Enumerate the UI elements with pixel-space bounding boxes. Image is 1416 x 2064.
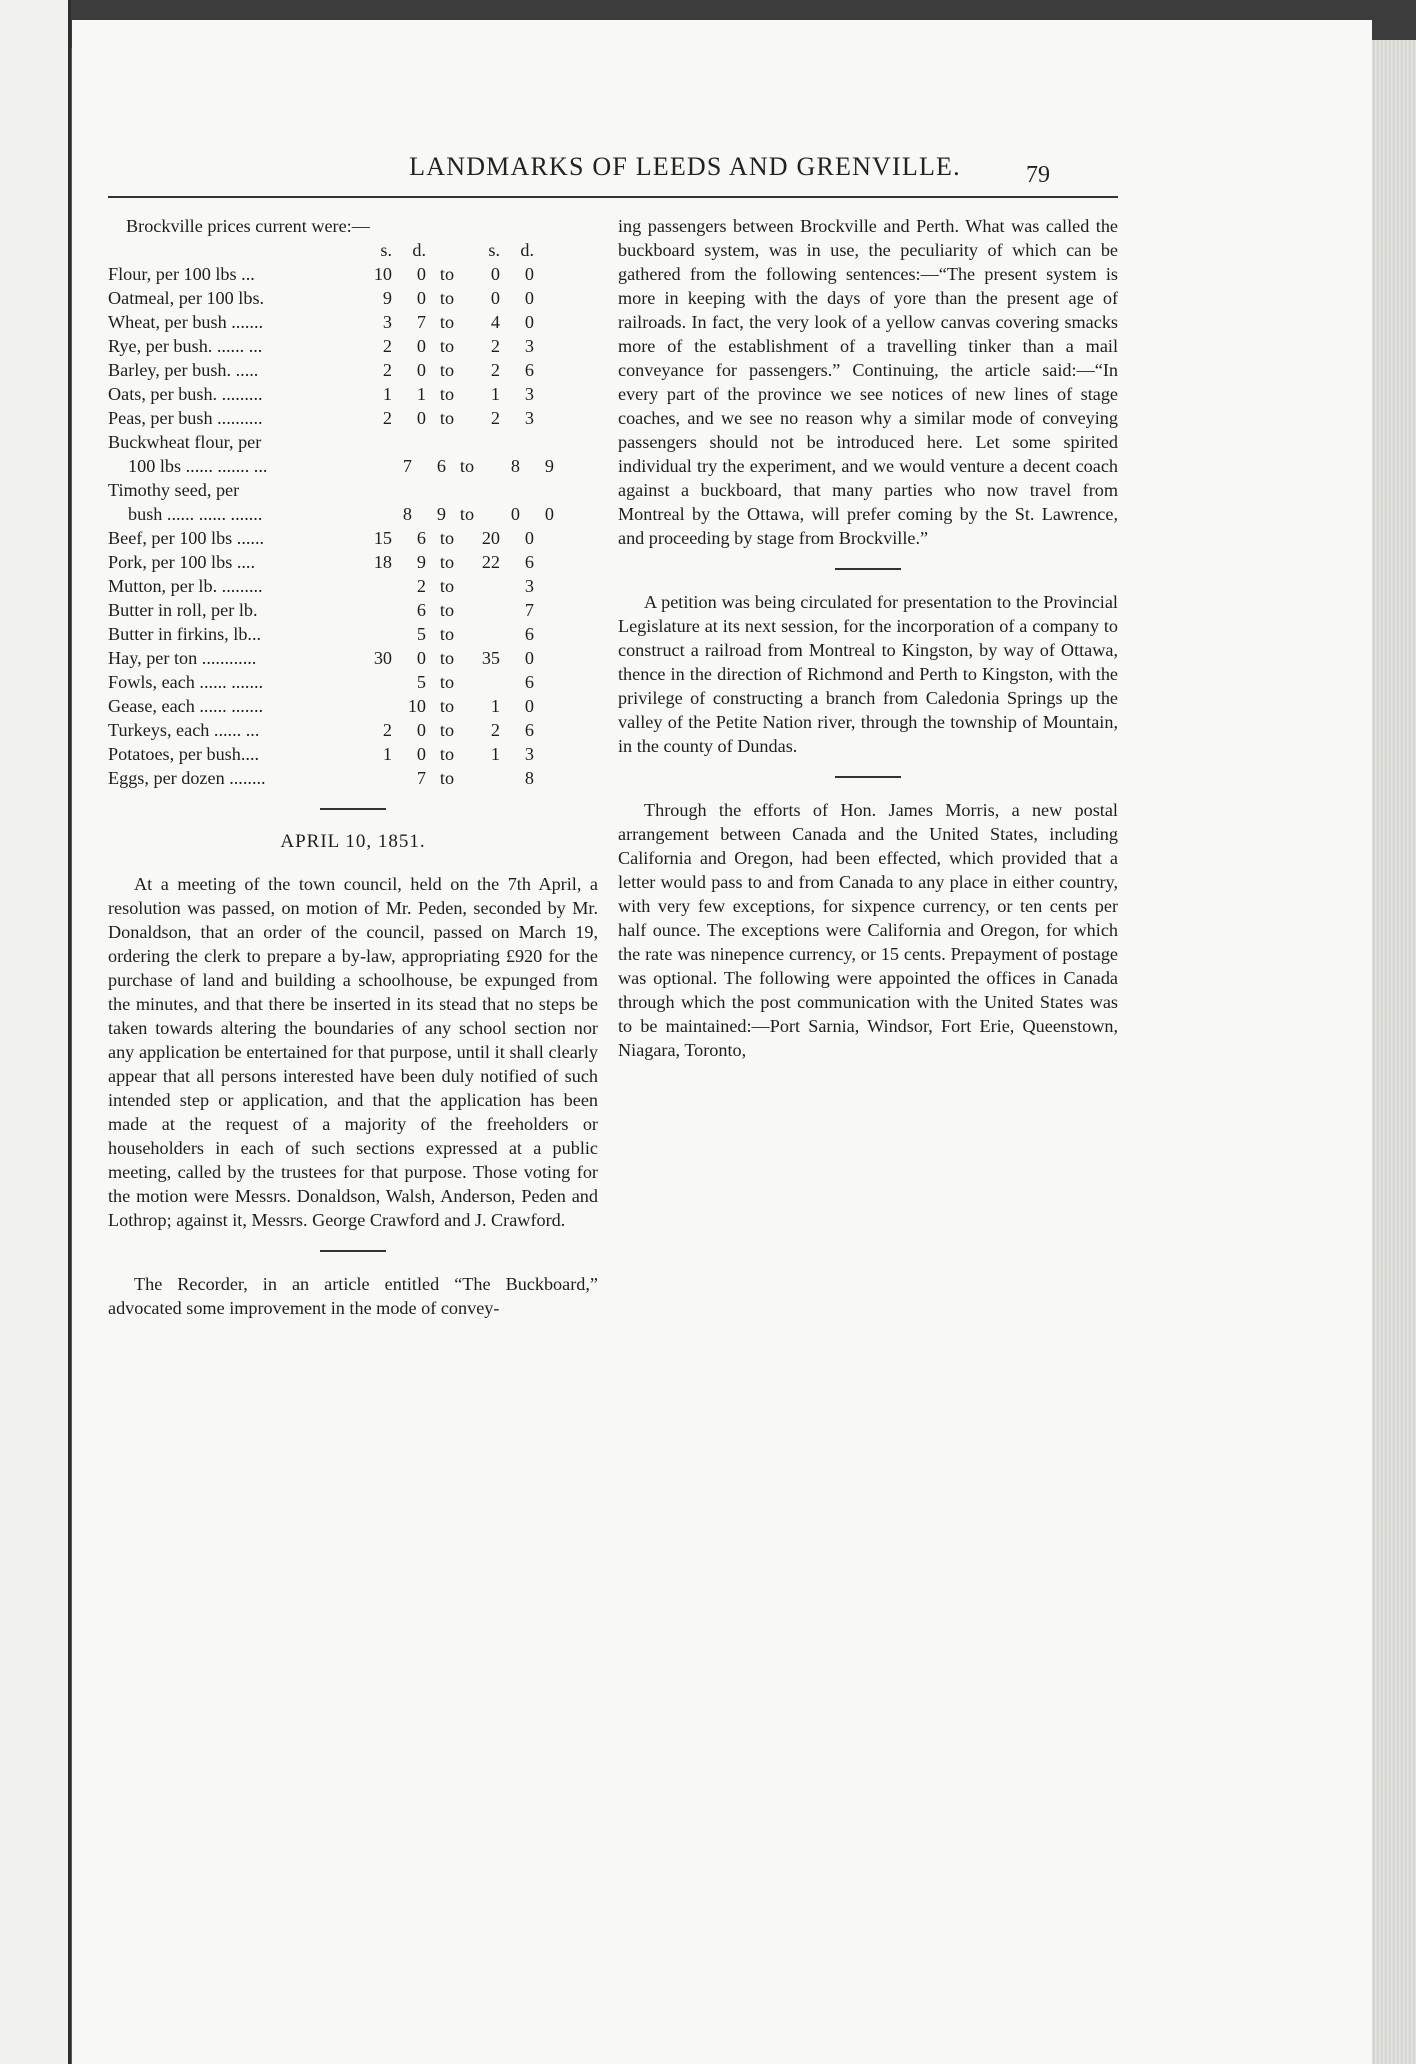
price-cell-s2 [468,622,500,646]
price-cell-item: Flour, per 100 lbs ... [108,264,255,284]
price-header-d1: d. [412,240,426,260]
dateline: APRIL 10, 1851. [280,831,426,852]
price-cell-to: to [439,312,455,332]
left-column [108,214,598,1320]
price-cell-s2: 0 [490,288,500,308]
price-cell-s1 [360,670,392,694]
price-cell-d2: 9 [544,456,554,476]
section-rule [320,1250,386,1252]
price-cell-to: to [439,552,455,572]
buckboard-continued-paragraph: ing passengers between Brockville and Perth. What was called the buckboard system, was in use, the peculiarity of which can be gathered from the following sentences:—“The present system is more in keeping with the days of yore than the present age of railroads. In fact, the very look of a yellow canvas covering smacks more of the establishment of a travelling tinker than a mail conveyance for passengers.” Continuing, the article said:—“In every part of the province we see notices of new lines of stage coaches, and we see no reason why a similar mode of conveying passengers should not be introduced here. Let some spirited individual try the experiment, and we would venture a decent coach against a buckboard, that many parties who now travel from Montreal by the Ottawa, will prefer coming by the St. Lawrence, and proceeding by stage from Brockville.” [618,216,1118,548]
price-cell-d1: 6 [436,456,446,476]
price-cell-s2: 22 [481,552,500,572]
price-cell-d1: 5 [416,672,426,692]
price-row [108,430,598,454]
price-row [108,286,598,310]
price-cell-d2: 0 [524,648,534,668]
price-cell-to: to [439,288,455,308]
price-cell-item: Eggs, per dozen ........ [108,768,266,788]
price-cell-s1: 9 [382,288,392,308]
price-header-s1: s. [380,240,392,260]
price-cell-s1: 18 [373,552,392,572]
price-cell-item: bush ...... ...... ....... [128,504,263,524]
price-cell-s1: 1 [382,384,392,404]
price-cell-s1: 15 [373,528,392,548]
price-row [108,598,598,622]
price-cell-d2: 0 [524,312,534,332]
price-cell-d2: 3 [524,336,534,356]
price-table-header [108,238,598,262]
price-cell-d1: 7 [416,768,426,788]
price-cell-s1 [360,430,392,454]
price-cell-s2: 2 [490,360,500,380]
price-cell-to: to [439,360,455,380]
section-rule [835,776,901,778]
price-row [108,526,598,550]
price-cell-d1: 0 [416,336,426,356]
price-cell-s2 [468,478,500,502]
price-cell-s1 [360,598,392,622]
price-row [108,262,598,286]
price-cell-s1: 7 [402,456,412,476]
price-cell-item: Gease, each ...... ....... [108,696,264,716]
price-row [108,622,598,646]
price-cell-item: Hay, per ton ............ [108,648,257,668]
price-cell-d1: 0 [416,744,426,764]
price-cell-d1: 0 [416,408,426,428]
price-row [108,670,598,694]
running-title: LANDMARKS OF LEEDS AND GRENVILLE. [409,152,961,181]
price-cell-s2: 2 [490,336,500,356]
price-cell-s2: 0 [490,264,500,284]
price-cell-d1: 0 [416,720,426,740]
council-paragraph: At a meeting of the town council, held on the 7th April, a resolution was passed, on motion of Mr. Peden, seconded by Mr. Donaldson, that an order of the council, passed on March 19, ordering the clerk to prepare a by-law, appropriating £920 for the purchase of land and building a schoolhouse, be expunged from the minutes, and that there be inserted in its stead that no steps be taken towards altering the boundaries of any school section nor any application be entertained for that purpose, until it shall clearly appear that all persons interested have been duly notified of such intended step or application, and that the application has been made at the request of a majority of the freeholders or householders in each of such sections expressed at a public meeting, called by the trustees for that purpose. Those voting for the motion were Messrs. Donaldson, Walsh, Anderson, Peden and Lothrop; against it, Messrs. George Crawford and J. Crawford. [108,874,598,1230]
price-cell-d2: 3 [524,384,534,404]
price-table [108,262,598,790]
price-cell-d2: 0 [544,504,554,524]
price-row [108,382,598,406]
price-cell-item: Oats, per bush. ......... [108,384,263,404]
price-row [108,646,598,670]
price-cell-d2: 0 [524,696,534,716]
price-cell-item: Fowls, each ...... ....... [108,672,264,692]
price-row [108,718,598,742]
price-cell-d2: 0 [524,264,534,284]
price-cell-d1: 0 [416,648,426,668]
price-cell-item: Potatoes, per bush.... [108,744,260,764]
price-cell-to [426,478,468,502]
price-cell-s2: 20 [481,528,500,548]
price-cell-item: Turkeys, each ...... ... [108,720,260,740]
price-row [108,742,598,766]
facing-page-edge [0,0,71,2064]
price-row [108,406,598,430]
price-cell-to: to [459,504,475,524]
price-cell-d2: 7 [524,600,534,620]
price-cell-d2: 3 [524,576,534,596]
price-cell-s2 [468,574,500,598]
price-cell-to: to [459,456,475,476]
price-cell-d2 [500,478,534,502]
price-cell-d1: 6 [416,528,426,548]
price-row [108,310,598,334]
price-row [108,550,598,574]
price-cell-to: to [439,720,455,740]
price-cell-s1: 2 [382,408,392,428]
price-cell-s2: 0 [510,504,520,524]
price-cell-d2: 6 [524,360,534,380]
price-cell-to: to [439,600,455,620]
price-row [108,358,598,382]
price-cell-s2: 2 [490,408,500,428]
price-cell-d2: 3 [524,744,534,764]
book-page-edges [1372,40,1416,2064]
price-cell-s2: 1 [490,744,500,764]
price-cell-s1 [360,766,392,790]
price-cell-d1: 0 [416,360,426,380]
price-cell-to: to [439,264,455,284]
price-cell-s2: 4 [490,312,500,332]
price-row [108,334,598,358]
price-row [108,502,598,526]
price-cell-s2: 2 [490,720,500,740]
price-cell-d2: 6 [524,552,534,572]
section-rule [835,568,901,570]
price-cell-to: to [439,648,455,668]
price-cell-to [426,430,468,454]
price-cell-d2: 3 [524,408,534,428]
price-row [108,574,598,598]
price-cell-to: to [439,672,455,692]
price-cell-item: Buckwheat flour, per [108,432,262,452]
price-cell-item: Peas, per bush .......... [108,408,263,428]
price-cell-d2: 8 [524,768,534,788]
price-cell-d1 [392,478,426,502]
right-column [618,214,1118,1062]
price-header-item [108,238,360,262]
recorder-paragraph: The Recorder, in an article entitled “The Buckboard,” advocated some improvement in the mode of convey- [108,1274,598,1318]
price-cell-s2 [468,598,500,622]
price-cell-to: to [439,624,455,644]
price-cell-item: Barley, per bush. ..... [108,360,259,380]
price-cell-d2: 6 [524,624,534,644]
price-cell-item: Beef, per 100 lbs ...... [108,528,265,548]
price-cell-s1 [360,574,392,598]
price-cell-s1: 2 [382,336,392,356]
price-cell-to: to [439,528,455,548]
price-cell-item: Timothy seed, per [108,480,240,500]
price-cell-d1 [392,430,426,454]
price-cell-d1: 7 [416,312,426,332]
price-row [108,478,598,502]
price-cell-s2 [468,430,500,454]
price-cell-s1: 2 [382,360,392,380]
petition-paragraph: A petition was being circulated for presentation to the Provincial Legislature at its next session, for the incorporation of a company to construct a railroad from Montreal to Kingston, by way of Ottawa, thence in the direction of Richmond and Perth to Kingston, with the privilege of constructing a branch from Caledonia Springs up the valley of the Petite Nation river, through the township of Mountain, in the county of Dundas. [618,592,1118,756]
page-number: 79 [1026,162,1050,188]
prices-intro: Brockville prices current were:— [126,216,370,236]
price-cell-s1: 8 [402,504,412,524]
price-cell-item: Oatmeal, per 100 lbs. [108,288,265,308]
price-cell-d1: 9 [436,504,446,524]
price-cell-s1 [360,622,392,646]
price-cell-s2 [468,766,500,790]
price-cell-d2: 6 [524,720,534,740]
price-cell-s2: 35 [481,648,500,668]
price-cell-d1: 10 [407,696,426,716]
price-cell-d2: 0 [524,528,534,548]
price-cell-s2: 1 [490,384,500,404]
price-cell-item: Wheat, per bush ....... [108,312,264,332]
price-cell-s1: 1 [382,744,392,764]
price-cell-s2 [468,670,500,694]
price-cell-d1: 9 [416,552,426,572]
price-cell-d1: 1 [416,384,426,404]
price-header-s2: s. [488,240,500,260]
price-cell-to: to [439,744,455,764]
price-row [108,766,598,790]
price-cell-s1 [360,694,392,718]
price-cell-to: to [439,336,455,356]
price-cell-to: to [439,696,455,716]
price-cell-to: to [439,384,455,404]
price-cell-s1: 30 [373,648,392,668]
price-cell-s1: 2 [382,720,392,740]
section-rule [320,808,386,810]
price-header-to [426,238,468,262]
price-cell-item: Rye, per bush. ...... ... [108,336,263,356]
price-cell-s1: 3 [382,312,392,332]
price-cell-d1: 0 [416,288,426,308]
price-cell-d2 [500,430,534,454]
price-cell-item: Butter in firkins, lb... [108,624,262,644]
price-header-d2: d. [520,240,534,260]
postal-paragraph: Through the efforts of Hon. James Morris, a new postal arrangement between Canada and the United States, including California and Oregon, had been effected, which provided that a letter would pass to and from Canada to any place in either country, with very few exceptions, for sixpence currency, or ten cents per half ounce. The exceptions were California and Oregon, for which the rate was ninepence currency, or 15 cents. Prepayment of postage was optional. The following were appointed the offices in Canada through which the post communication with the United States was to be maintained:—Port Sarnia, Windsor, Fort Erie, Queenstown, Niagara, Toronto, [618,800,1118,1060]
header-rule [108,196,1118,198]
price-row [108,694,598,718]
price-cell-item: Butter in roll, per lb. [108,600,258,620]
price-cell-s1: 10 [373,264,392,284]
price-cell-item: Pork, per 100 lbs .... [108,552,256,572]
price-cell-d2: 0 [524,288,534,308]
price-cell-to: to [439,408,455,428]
price-cell-item: Mutton, per lb. ......... [108,576,263,596]
price-cell-to: to [439,576,455,596]
price-cell-s2: 8 [510,456,520,476]
price-cell-s1 [360,478,392,502]
price-cell-d1: 5 [416,624,426,644]
price-row [108,454,598,478]
price-cell-d2: 6 [524,672,534,692]
price-cell-s2: 1 [490,696,500,716]
price-cell-to: to [439,768,455,788]
price-cell-d1: 0 [416,264,426,284]
price-cell-d1: 2 [416,576,426,596]
price-cell-d1: 6 [416,600,426,620]
price-cell-item: 100 lbs ...... ....... ... [128,456,268,476]
